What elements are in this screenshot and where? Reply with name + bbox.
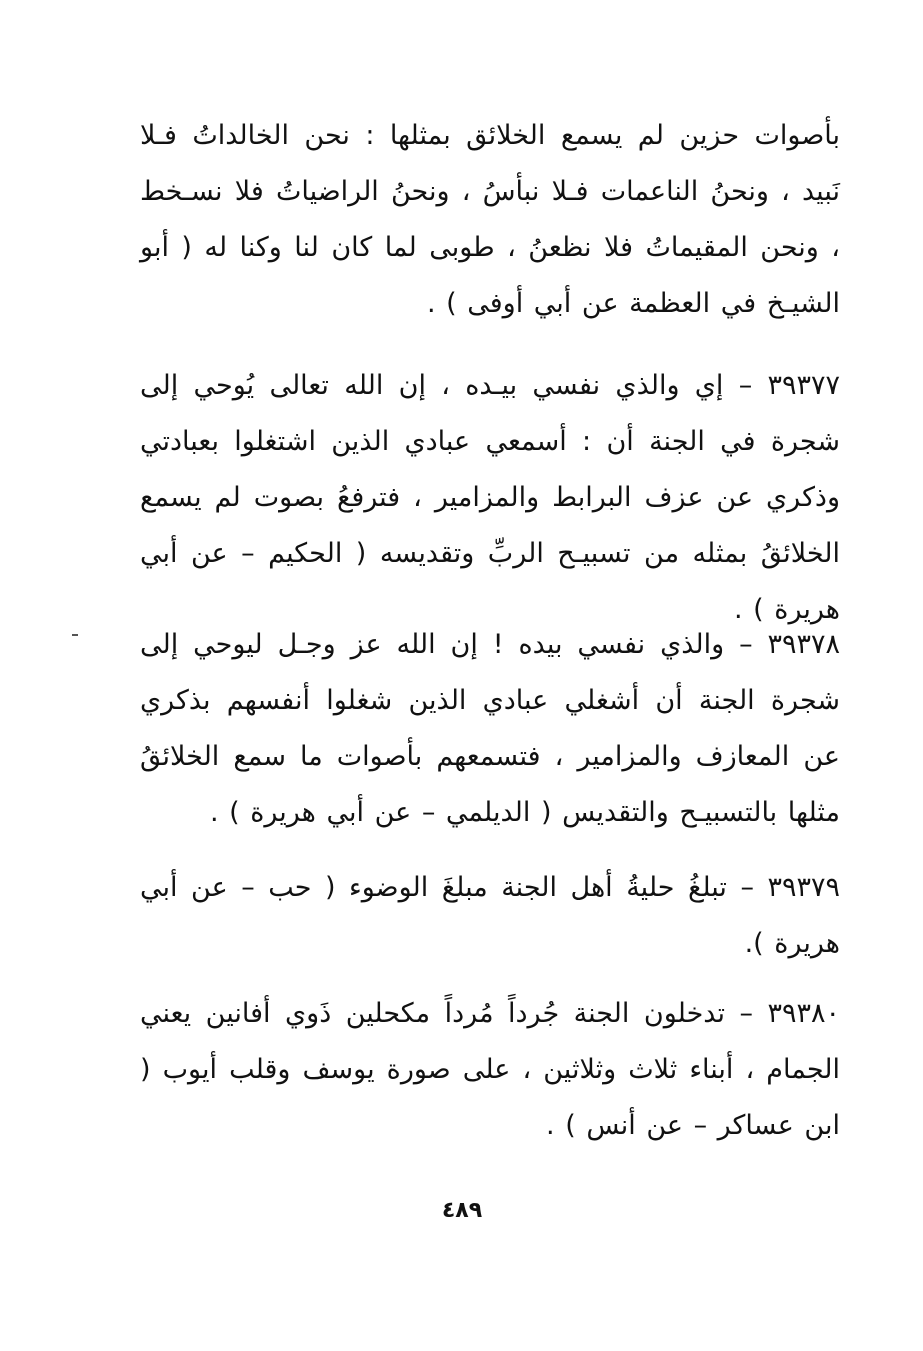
hadith-39380 [140, 986, 840, 1154]
hadith-number: ٣٩٣٨٠ [767, 998, 840, 1029]
hadith-number: ٣٩٣٧٩ [767, 872, 840, 903]
hadith-text: – إي والذي نفسي بيـده ، إن الله تعالى يُوحي إلى شجرة في الجنة أن : أسمعي عبادي الذين اشتغلوا بعبادتي وذكري عن عزف البرابط والمزامير ، فترفعُ بصوت لم يسمع الخلائقُ بمثله من تسبيـح الربِّ وتقديسه ( الحكيم – عن أبي هريرة ) . [140, 370, 840, 625]
hadith-text: – والذي نفسي بيده ! إن الله عز وجـل ليوحي إلى شجرة الجنة أن أشغلي عبادي الذين شغلوا أنفسهم بذكري عن المعازف والمزامير ، فتسمعهم بأصوات ما سمع الخلائقُ مثلها بالتسبيـح والتقديس ( الديلمي – عن أبي هريرة ) . [140, 629, 840, 828]
hadith-text: – تدخلون الجنة جُرداً مُرداً مكحلين ذَوي أفانين يعني الجمام ، أبناء ثلاث وثلاثين ، على صورة يوسف وقلب أيوب ( ابن عساكر – عن أنس ) . [140, 998, 840, 1141]
hadith-number: ٣٩٣٧٧ [767, 370, 840, 401]
hadith-39377 [140, 358, 840, 638]
paragraph-text: بأصوات حزين لم يسمع الخلائق بمثلها : نحن الخالداتُ فـلا نَبيد ، ونحنُ الناعمات فـلا نبأسُ ، ونحنُ الراضياتُ فلا نسـخط ، ونحن المقيماتُ فلا نظعنُ ، طوبى لما كان لنا وكنا له ( أبو الشيـخ في العظمة عن أبي أوفى ) . [140, 120, 840, 319]
hadith-39379 [140, 860, 840, 972]
hadith-39378 [140, 617, 840, 841]
hadith-number: ٣٩٣٧٨ [767, 629, 840, 660]
margin-mark [72, 634, 78, 636]
paragraph-continuation [140, 108, 840, 332]
page-number: ٤٨٩ [441, 1198, 483, 1223]
hadith-text: – تبلغُ حليةُ أهل الجنة مبلغَ الوضوء ( حب – عن أبي هريرة ). [140, 872, 840, 959]
